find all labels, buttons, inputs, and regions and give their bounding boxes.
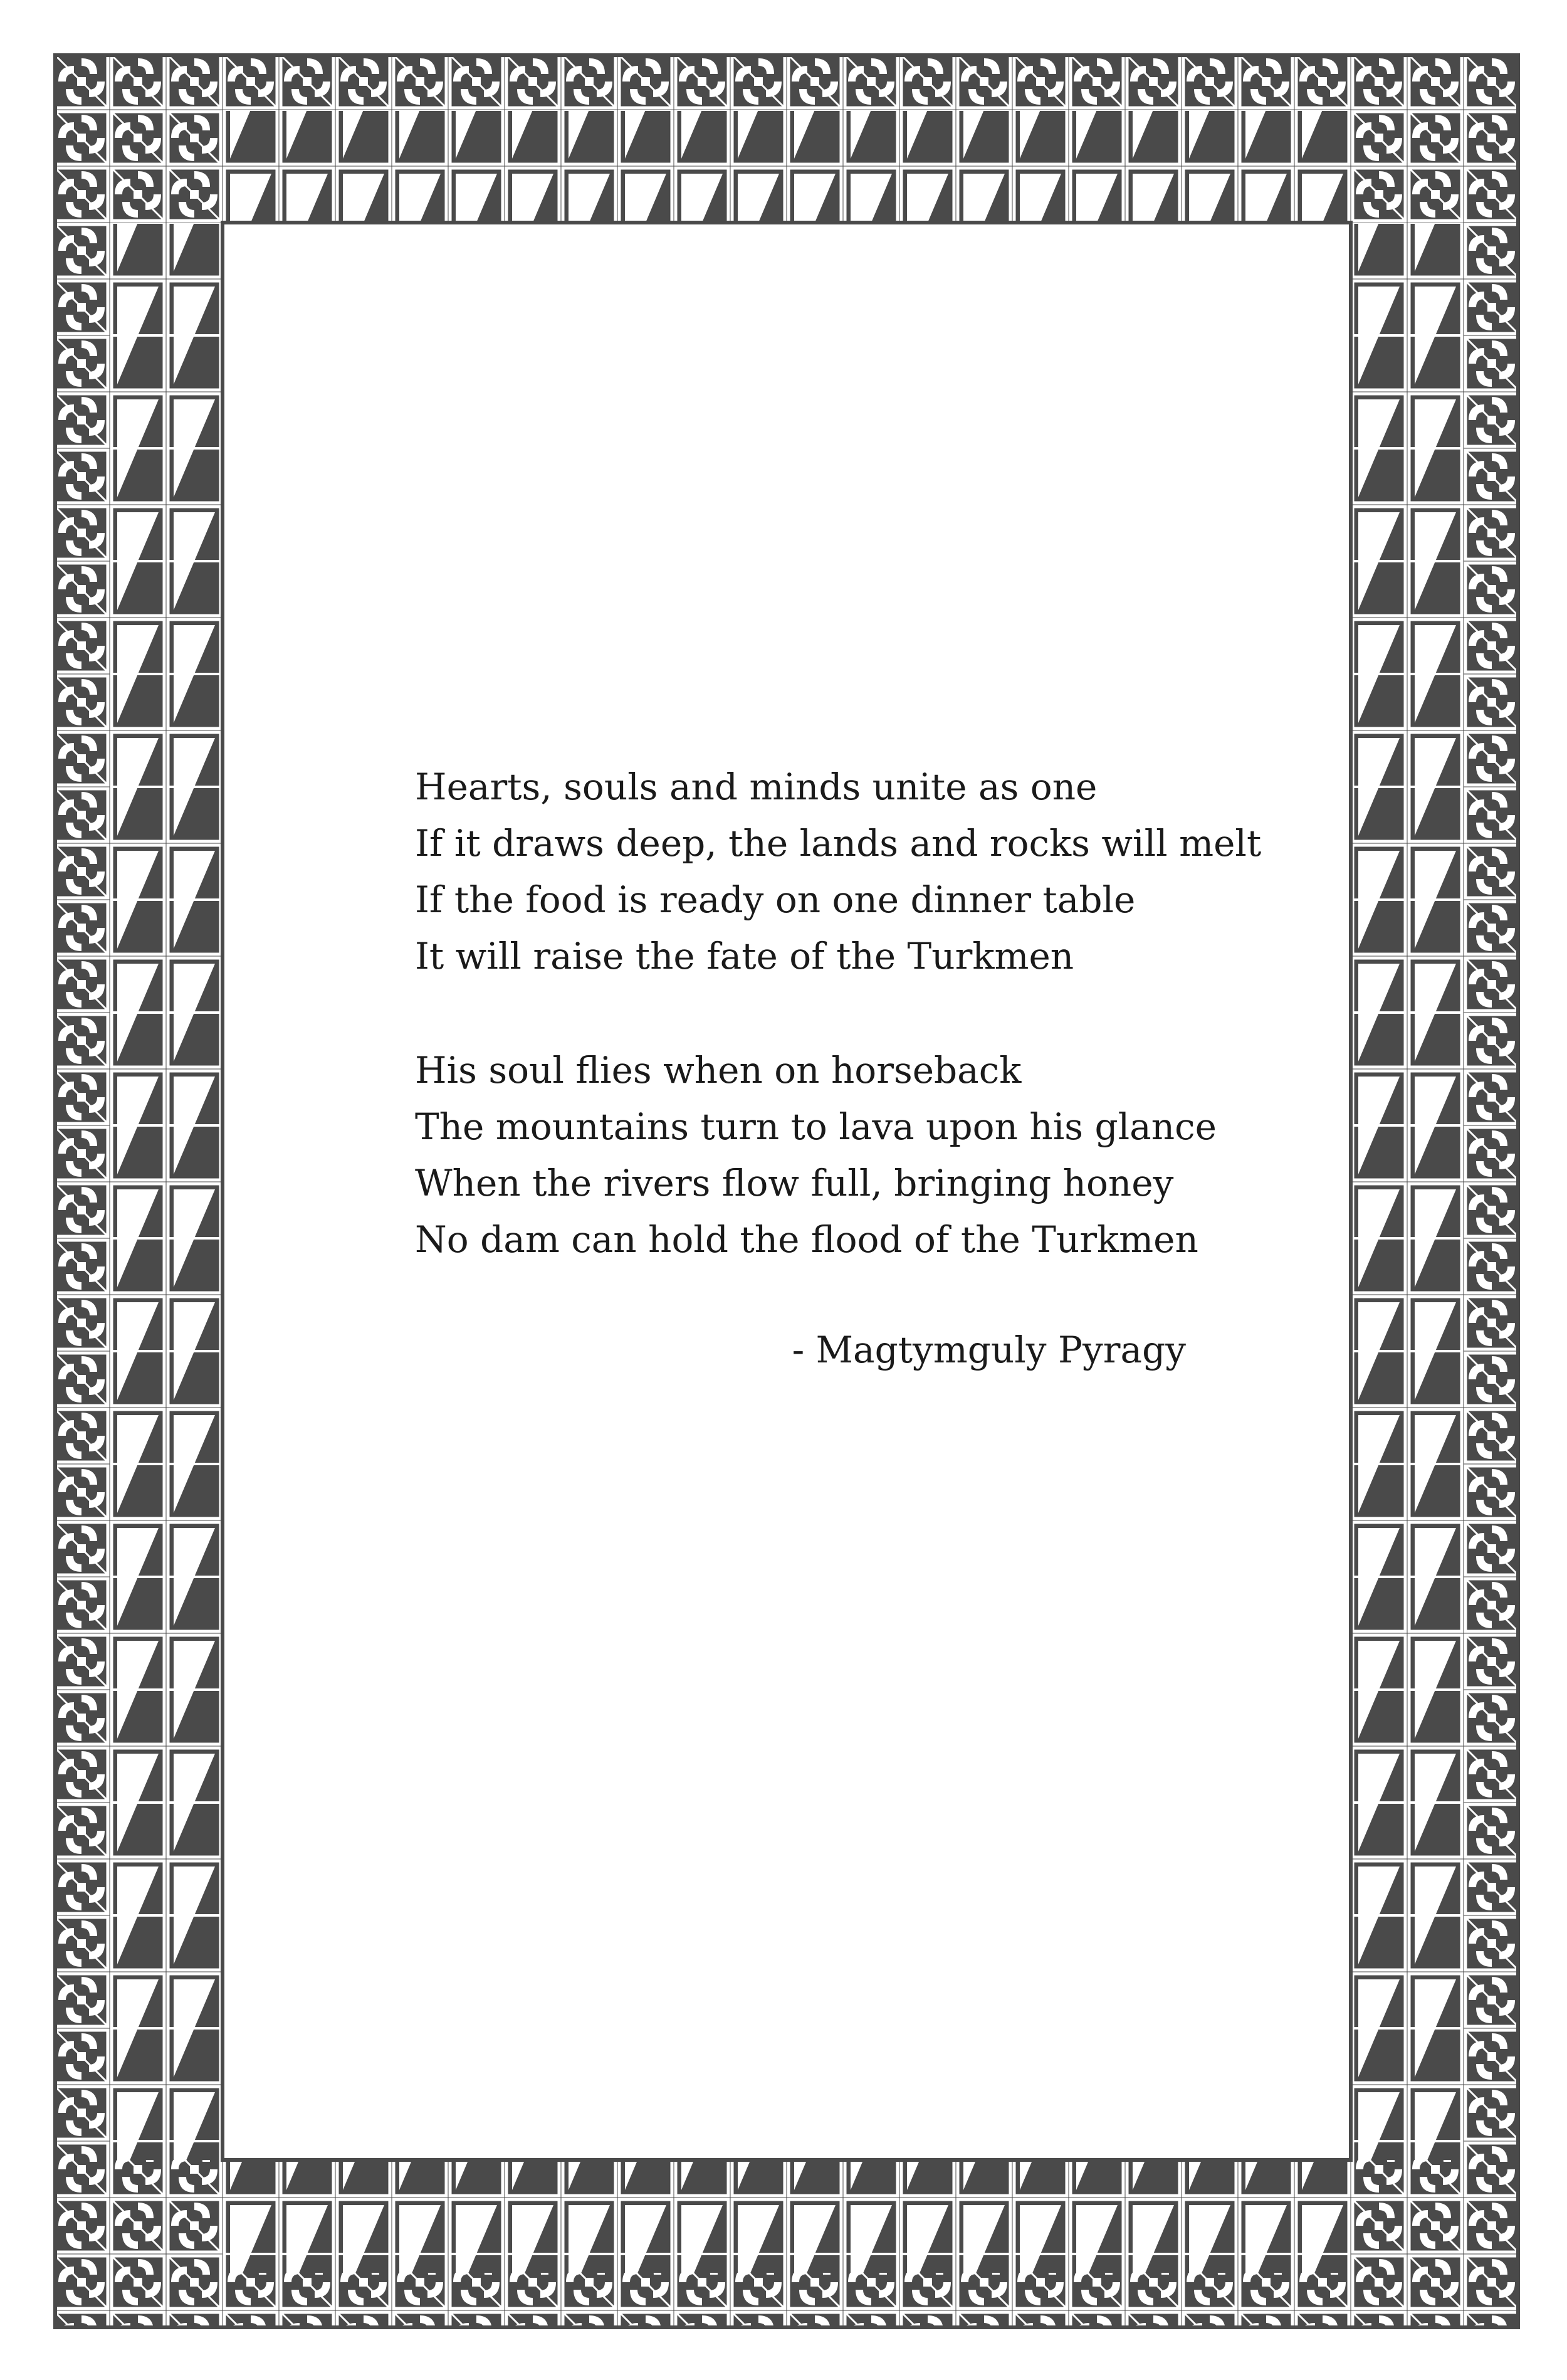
poem-line: It will raise the fate of the Turkmen xyxy=(415,935,1074,977)
poem-line: No dam can hold the flood of the Turkmen xyxy=(415,1218,1198,1261)
poem-line: When the rivers flow full, bringing honey xyxy=(415,1162,1174,1204)
poem-line: The mountains turn to lava upon his glance xyxy=(415,1105,1217,1148)
poem-line: If it draws deep, the lands and rocks will melt xyxy=(415,822,1262,865)
poem-line: Hearts, souls and minds unite as one xyxy=(415,766,1098,808)
poem-line: His soul flies when on horseback xyxy=(415,1049,1022,1092)
poem-line: If the food is ready on one dinner table xyxy=(415,878,1136,921)
poem-stanza-2 xyxy=(415,1042,1217,1268)
poem-attribution: - Magtymguly Pyragy xyxy=(792,1329,1186,1371)
poem xyxy=(415,759,1262,1378)
poem-stanza-1 xyxy=(415,759,1262,984)
